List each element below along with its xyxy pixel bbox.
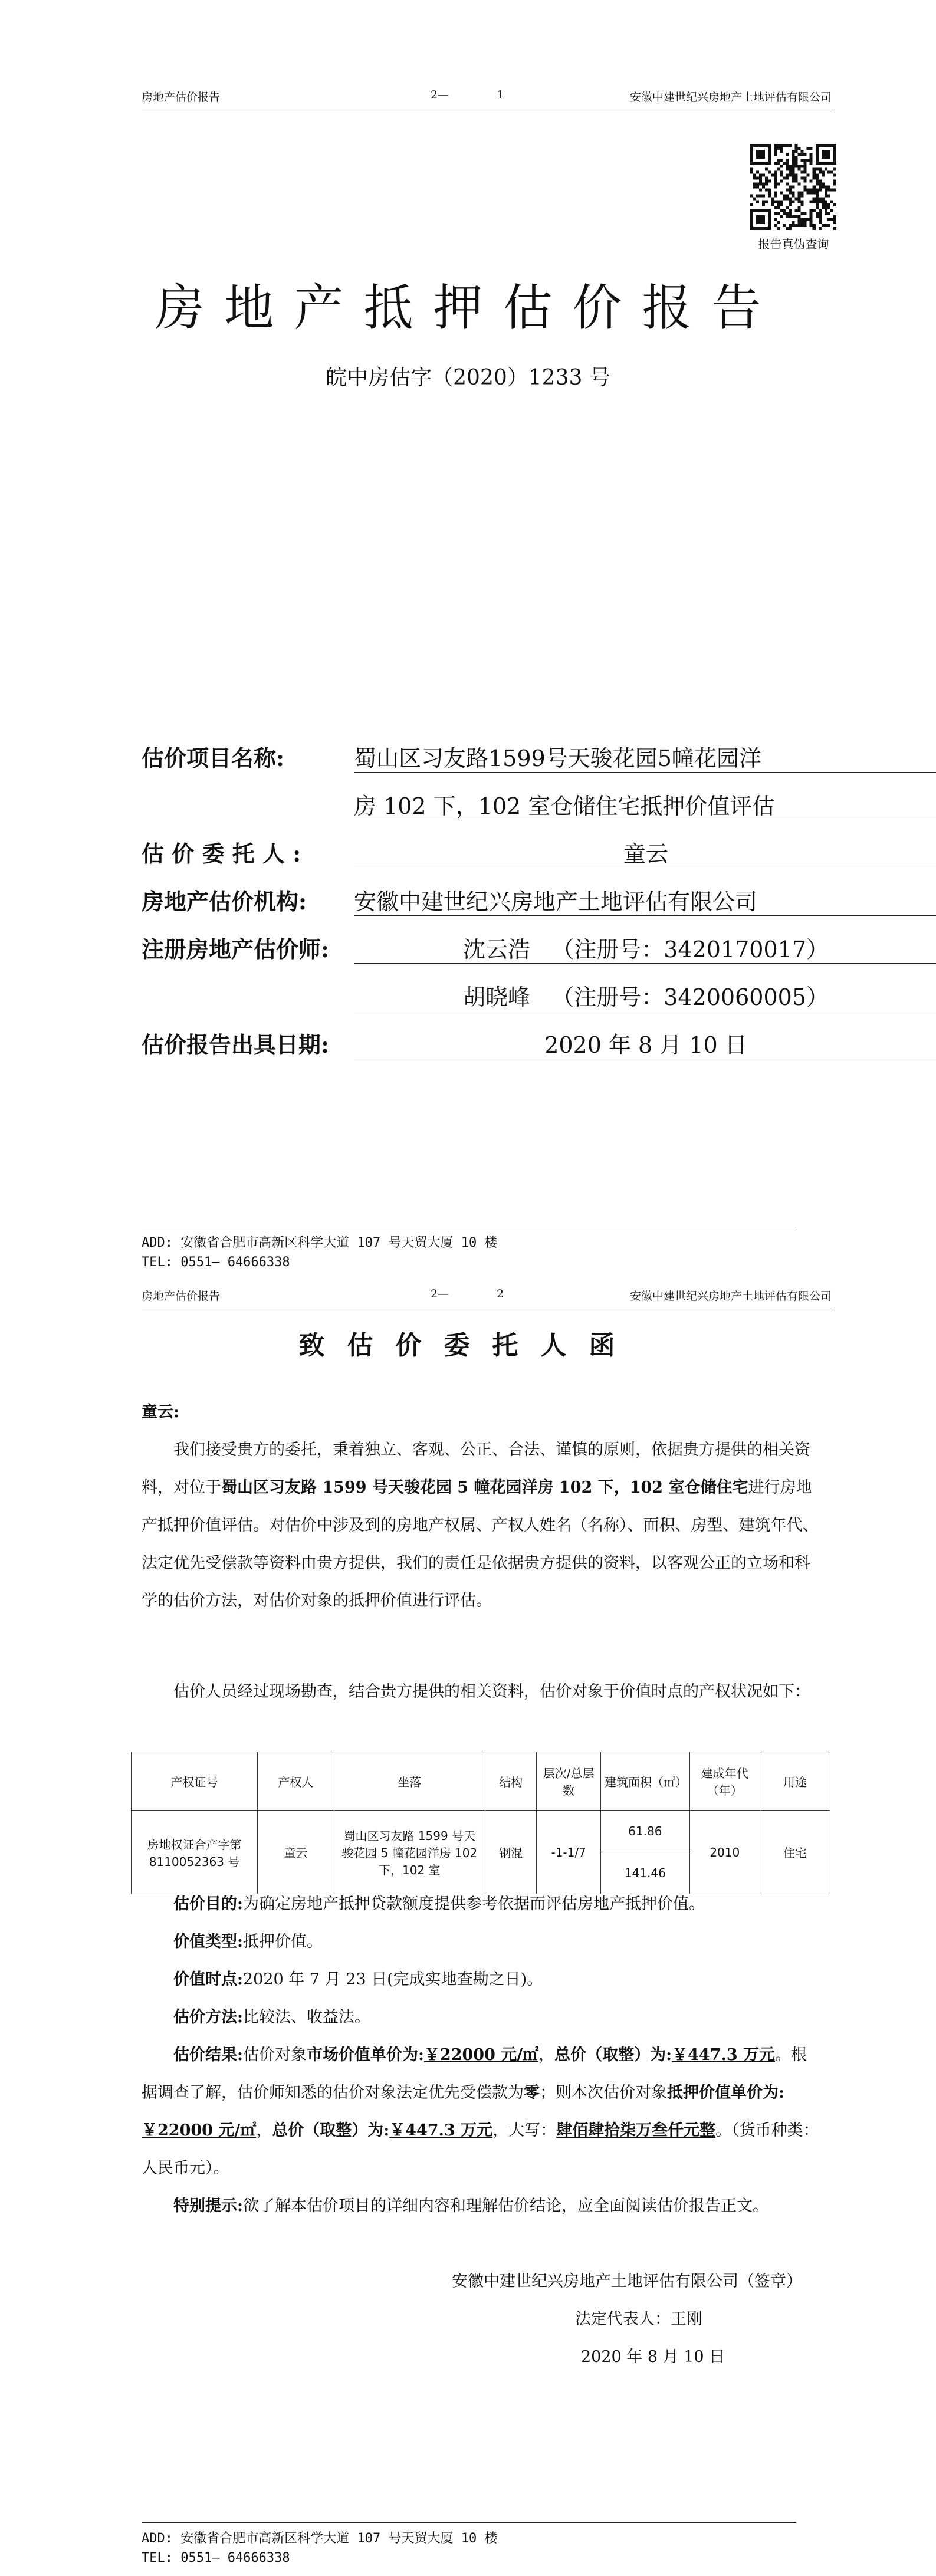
letter-title: 致估价委托人函: [298, 1330, 638, 1361]
letter-date: 2020 年 8 月 10 日: [581, 2348, 725, 2366]
note-text: 欲了解本估价项目的详细内容和理解估价结论，应全面阅读估价报告正文。: [242, 2197, 768, 2215]
result-text: 估价对象: [242, 2046, 307, 2064]
priority-claim-value: 零: [524, 2084, 540, 2102]
report-title: 房地产抵押估价报告: [155, 279, 781, 337]
field-label: 房地产估价机构:: [142, 888, 307, 915]
header-page-number: 2: [497, 1287, 504, 1300]
value-date-line: [142, 1961, 820, 1999]
market-total-label: 总价（取整）为:: [554, 2046, 672, 2064]
market-total-price: ￥447.3 万元: [672, 2046, 776, 2064]
result-text: ，: [256, 2121, 272, 2140]
col-floors: 层次/总层数: [537, 1752, 601, 1811]
cell-year: 2010: [689, 1811, 760, 1894]
mortgage-unit-label: 抵押价值单价为:: [667, 2084, 784, 2102]
cell-cert-no: 房地权证合产字第 8110052363 号: [132, 1811, 258, 1894]
qr-caption: 报告真伪查询: [758, 237, 829, 251]
market-unit-price: ￥22000 元/㎡: [423, 2046, 539, 2064]
footer-rule: [142, 2522, 796, 2523]
company-signature: 安徽中建世纪兴房地产土地评估有限公司（签章）: [452, 2272, 802, 2291]
cell-floors: -1-1/7: [537, 1811, 601, 1894]
value-date-value: 2020 年 7 月 23 日(完成实地查勘之日)。: [242, 1970, 543, 1989]
page-header: [142, 88, 832, 112]
result-paragraph: [142, 2036, 820, 2187]
cell-area-2: 141.46: [600, 1852, 689, 1894]
purpose-line: [142, 1885, 820, 1923]
field-value: 蜀山区习友路1599号天骏花园5幢花园洋: [354, 740, 936, 773]
table-header-row: [132, 1752, 830, 1811]
field-label: 注册房地产估价师:: [142, 936, 330, 962]
header-report-name: 房地产估价报告: [142, 91, 221, 104]
page-footer: [142, 2528, 497, 2573]
report-number: 皖中房估字（2020）1233 号: [326, 366, 610, 390]
value-date-label: 价值时点:: [173, 1970, 243, 1989]
col-use: 用途: [760, 1752, 830, 1811]
col-location: 坐落: [334, 1752, 485, 1811]
subject-property: 蜀山区习友路 1599 号天骏花园 5 幢花园洋房 102 下，102 室仓储住宅: [221, 1478, 748, 1497]
table-row: [132, 1811, 830, 1852]
value-type-value: 抵押价值。: [242, 1933, 323, 1951]
field-label: 估 价 委 托 人 :: [142, 840, 301, 867]
value-type-line: [142, 1923, 820, 1961]
mortgage-total-price: ￥447.3 万元: [389, 2121, 493, 2140]
page-header: [142, 1287, 832, 1311]
result-text: 。根据调查了解，估价师知悉的估价对象法定优先受偿款为: [142, 2046, 807, 2102]
method-value: 比较法、收益法。: [242, 2008, 370, 2026]
cell-area-1: 61.86: [600, 1811, 689, 1852]
result-text: 。（货币种类：人民币元）。: [142, 2121, 819, 2177]
cell-use: 住宅: [760, 1811, 830, 1894]
col-owner: 产权人: [258, 1752, 334, 1811]
intro-text-c: 进行房地产抵押价值评估。对估价中涉及到的房地产权属、产权人姓名（名称）、面积、房型、建筑年代、法定优先受偿款等资料由贵方提供，我们的责任是依据贵方提供的资料，以客观公正的立场和科学的估价方法，对估价对象的抵押价值进行评估。: [142, 1478, 819, 1610]
cell-location: 蜀山区习友路 1599 号天骏花园 5 幢花园洋房 102 下，102 室: [334, 1811, 485, 1894]
salutation: 童云:: [142, 1403, 179, 1421]
col-structure: 结构: [485, 1752, 537, 1811]
status-paragraph: 估价人员经过现场勘查，结合贵方提供的相关资料，估价对象于价值时点的产权状况如下：: [173, 1683, 810, 1701]
intro-paragraph: [142, 1431, 820, 1620]
field-value: 胡晓峰 （注册号：3420060005）: [354, 979, 936, 1011]
result-text: ，: [538, 2046, 555, 2064]
field-value: 2020 年 8 月 10 日: [354, 1027, 936, 1059]
footer-address: ADD: 安徽省合肥市高新区科学大道 107 号天贸大厦 10 楼: [142, 2531, 498, 2546]
letter-page: [0, 1277, 936, 2576]
field-value: 安徽中建世纪兴房地产土地评估有限公司: [354, 883, 936, 916]
result-text: ，大写：: [492, 2121, 557, 2140]
result-label: 估价结果:: [173, 2046, 243, 2064]
method-label: 估价方法:: [173, 2008, 243, 2026]
mortgage-total-label: 总价（取整）为:: [272, 2121, 390, 2140]
footer-address: ADD: 安徽省合肥市高新区科学大道 107 号天贸大厦 10 楼: [142, 1236, 498, 1250]
field-value: 沈云浩 （注册号：3420170017）: [354, 931, 936, 964]
footer-tel: TEL: 0551— 64666338: [142, 1255, 290, 1270]
mortgage-unit-price: ￥22000 元/㎡: [142, 2121, 257, 2140]
field-label: 估价报告出具日期:: [142, 1031, 330, 1058]
intro-text-a: 我们接受贵方的委托，秉着独立、客观、公正、合法、谨慎的原则，依据贵方提供的相关资料，对位于: [142, 1441, 810, 1497]
note-label: 特别提示:: [173, 2197, 243, 2215]
amount-in-words: 肆佰肆拾柒万叁仟元整: [556, 2121, 716, 2140]
market-unit-label: 市场价值单价为:: [306, 2046, 424, 2064]
page-footer: [142, 1233, 497, 1277]
field-label: 估价项目名称:: [142, 745, 285, 771]
value-type-label: 价值类型:: [173, 1933, 243, 1951]
result-text: ；则本次估价对象: [540, 2084, 667, 2102]
cover-page: [0, 0, 936, 1277]
property-table: [131, 1752, 830, 1894]
special-note: [142, 2187, 820, 2225]
header-company: 安徽中建世纪兴房地产土地评估有限公司: [629, 1290, 832, 1303]
field-value: 房 102 下，102 室仓储住宅抵押价值评估: [354, 788, 936, 820]
header-report-name: 房地产估价报告: [142, 1290, 221, 1303]
cell-structure: 钢混: [485, 1811, 537, 1894]
qr-code-icon[interactable]: [750, 144, 836, 230]
legal-representative: 法定代表人：王刚: [575, 2310, 702, 2328]
purpose-label: 估价目的:: [173, 1895, 243, 1913]
header-company: 安徽中建世纪兴房地产土地评估有限公司: [629, 91, 832, 104]
header-page-prefix: 2—: [431, 88, 449, 101]
header-page-prefix: 2—: [431, 1287, 449, 1300]
purpose-value: 为确定房地产抵押贷款额度提供参考依据而评估房地产抵押价值。: [242, 1895, 705, 1913]
col-year: 建成年代（年）: [689, 1752, 760, 1811]
field-value: 童云: [354, 836, 936, 868]
method-line: [142, 1999, 820, 2036]
col-cert-no: 产权证号: [132, 1752, 258, 1811]
cell-owner: 童云: [258, 1811, 334, 1894]
header-page-number: 1: [497, 88, 504, 101]
footer-tel: TEL: 0551— 64666338: [142, 2551, 290, 2565]
col-area: 建筑面积（㎡）: [600, 1752, 689, 1811]
